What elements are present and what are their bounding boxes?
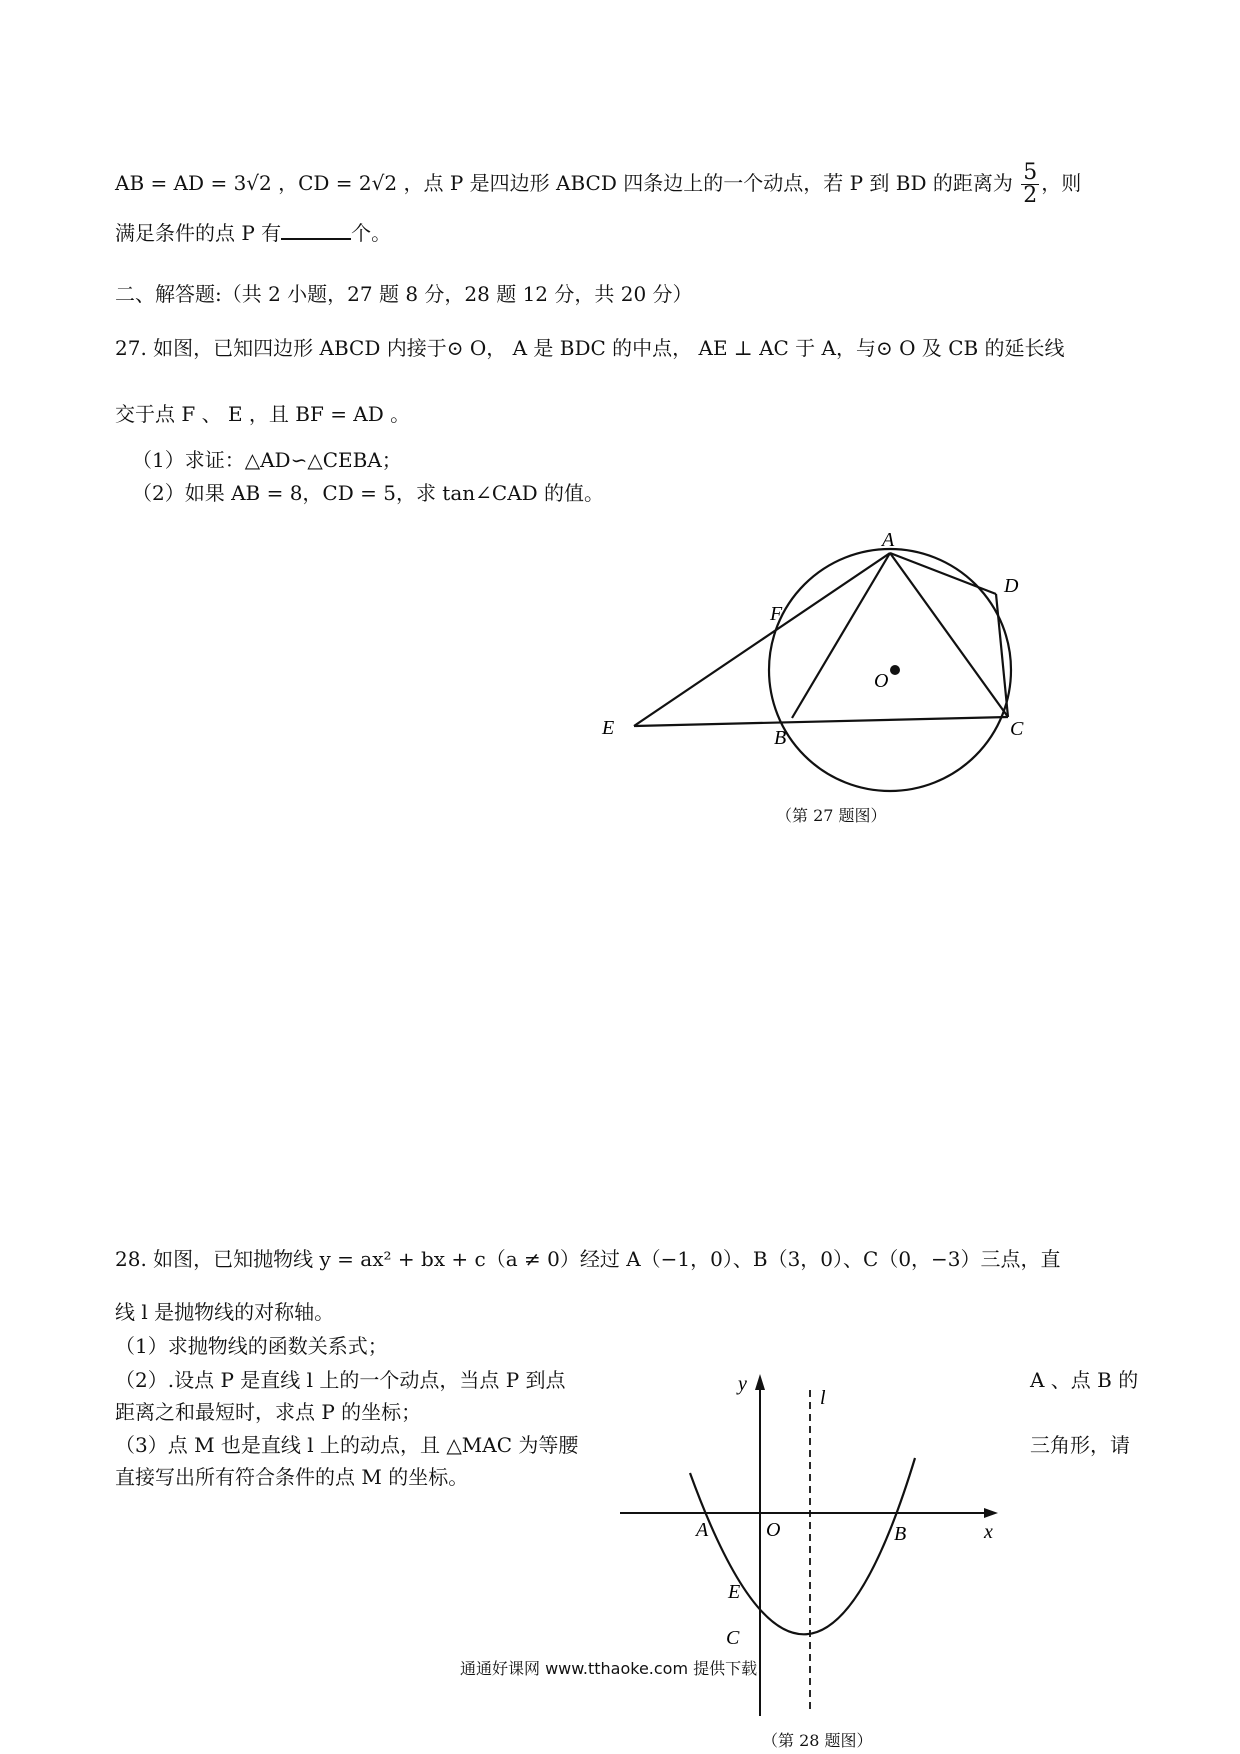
x-axis-arrow (984, 1508, 998, 1518)
label-y: y (738, 1373, 747, 1395)
q28-part2a: （2）.设点 P 是直线 l 上的一个动点，当点 P 到点 (115, 1368, 566, 1392)
label-e: E (728, 1581, 741, 1603)
q28-line1: 28. 如图，已知抛物线 y = ax² + bx + c（a ≠ 0）经过 A（−1，0）、B（3，0）、C（0，−3）三点，直 (115, 1247, 1061, 1271)
section-heading: 二、解答题:（共 2 小题，27 题 8 分，28 题 12 分，共 20 分） (115, 282, 693, 306)
segment-ac (890, 553, 1008, 717)
label-a: A (882, 529, 895, 551)
label-b: B (894, 1523, 907, 1545)
label-d: D (1004, 575, 1019, 597)
center-point (890, 665, 900, 675)
label-e: E (602, 717, 615, 739)
q26-line1 (115, 162, 1081, 207)
q28-caption: （第 28 题图） (762, 1731, 873, 1750)
q26-line1-text: AB = AD = 3√2 ，CD = 2√2 ，点 P 是四边形 ABCD 四条边上的一个动点，若 P 到 BD 的距离为 (115, 171, 1013, 195)
fraction-denominator: 2 (1023, 183, 1038, 208)
segment-ab (792, 553, 890, 718)
fraction-numerator: 5 (1023, 160, 1038, 185)
label-c: C (1010, 718, 1024, 740)
label-o: O (874, 670, 889, 692)
q28-part2b: A 、点 B 的 (1030, 1368, 1139, 1392)
q28-line2: 线 l 是抛物线的对称轴。 (115, 1300, 335, 1324)
segment-dc (996, 594, 1008, 717)
q26-line2-tail: 个。 (351, 221, 392, 245)
fraction (1021, 162, 1039, 207)
q27-part2: （2）如果 AB = 8，CD = 5，求 tan∠CAD 的值。 (132, 481, 605, 505)
q26-line2 (115, 218, 391, 247)
footer-source: 通通好课网 www.tthaoke.com 提供下载 (460, 1659, 758, 1678)
segment-ae (634, 553, 890, 726)
label-f: F (770, 603, 783, 625)
q28-part3c: 直接写出所有符合条件的点 M 的坐标。 (115, 1465, 469, 1489)
parabola (690, 1458, 915, 1634)
answer-blank (281, 218, 351, 240)
q28-part3a: （3）点 M 也是直线 l 上的动点，且 △MAC 为等腰 (115, 1433, 579, 1457)
label-x: x (984, 1521, 993, 1543)
label-a: A (696, 1519, 709, 1541)
label-o: O (766, 1519, 781, 1541)
label-c: C (726, 1627, 740, 1649)
q27-caption: （第 27 题图） (776, 806, 887, 825)
segment-ec (634, 717, 1008, 726)
q26-line2-text: 满足条件的点 P 有 (115, 221, 282, 245)
label-l: l (820, 1387, 826, 1409)
label-b: B (774, 727, 787, 749)
y-axis-arrow (755, 1374, 765, 1390)
q27-line1: 27. 如图，已知四边形 ABCD 内接于⊙ O， A 是 BDC 的中点， AE ⊥ AC 于 A，与⊙ O 及 CB 的延长线 (115, 336, 1065, 360)
q28-part3b: 三角形，请 (1030, 1433, 1130, 1457)
q26-line1-tail: ，则 (1041, 171, 1082, 195)
q27-line2: 交于点 F 、 E ，且 BF = AD 。 (115, 402, 411, 426)
q27-part1: （1）求证：△AD∽△CEBA； (132, 448, 402, 472)
q28-part2c: 距离之和最短时，求点 P 的坐标； (115, 1400, 422, 1424)
q28-part1: （1）求抛物线的函数关系式； (115, 1334, 388, 1358)
q27-figure (590, 520, 1030, 800)
